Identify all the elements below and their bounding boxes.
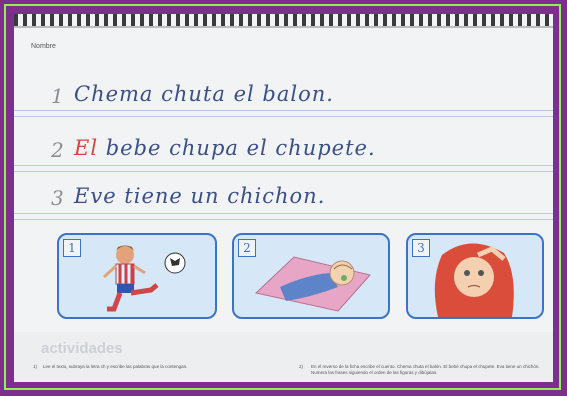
ruled-line bbox=[14, 116, 553, 117]
notebook-page bbox=[14, 14, 553, 382]
sentence-rest: bebe chupa el chupete. bbox=[98, 136, 376, 160]
panel-number: 1 bbox=[63, 239, 81, 257]
handwritten-sentence bbox=[74, 136, 376, 160]
handwritten-sentence: Chema chuta el balon. bbox=[74, 82, 334, 106]
baby-with-pacifier-drawing bbox=[234, 235, 388, 317]
red-word: El bbox=[74, 136, 99, 160]
panel-number: 2 bbox=[238, 239, 256, 257]
ruled-line bbox=[14, 213, 553, 214]
instruction-marker: 1) bbox=[33, 364, 38, 369]
binding-edge bbox=[14, 26, 553, 28]
instruction-text: En el reverso de la ficha escribe el cuento. Chema chuta el balón. El bebé chupa el chupete. Eva tiene un chichón. Numera las frases siguiendo el orden de las figuras y dibújalas. bbox=[311, 364, 540, 375]
handwritten-sentence: Eve tiene un chichon. bbox=[74, 184, 326, 208]
line-number: 1 bbox=[51, 84, 64, 108]
ruled-line bbox=[14, 171, 553, 172]
instruction-text: Lee el texto, subraya la letra ch y escribe las palabras que la contengan. bbox=[43, 364, 188, 369]
name-label: Nombre bbox=[31, 43, 56, 50]
panel-number: 3 bbox=[412, 239, 430, 257]
line-number: 2 bbox=[51, 138, 64, 162]
picture-panel-2 bbox=[232, 233, 390, 319]
activities-title: actividades bbox=[41, 340, 123, 357]
spiral-binding bbox=[14, 14, 553, 26]
boy-kicking-ball-drawing bbox=[59, 235, 215, 317]
picture-panel-3 bbox=[406, 233, 544, 319]
ruled-line bbox=[14, 219, 553, 220]
instruction-marker: 2) bbox=[299, 364, 304, 369]
picture-panel-1 bbox=[57, 233, 217, 319]
line-number: 3 bbox=[51, 186, 64, 210]
ruled-line bbox=[14, 165, 553, 166]
ruled-line bbox=[14, 110, 553, 111]
